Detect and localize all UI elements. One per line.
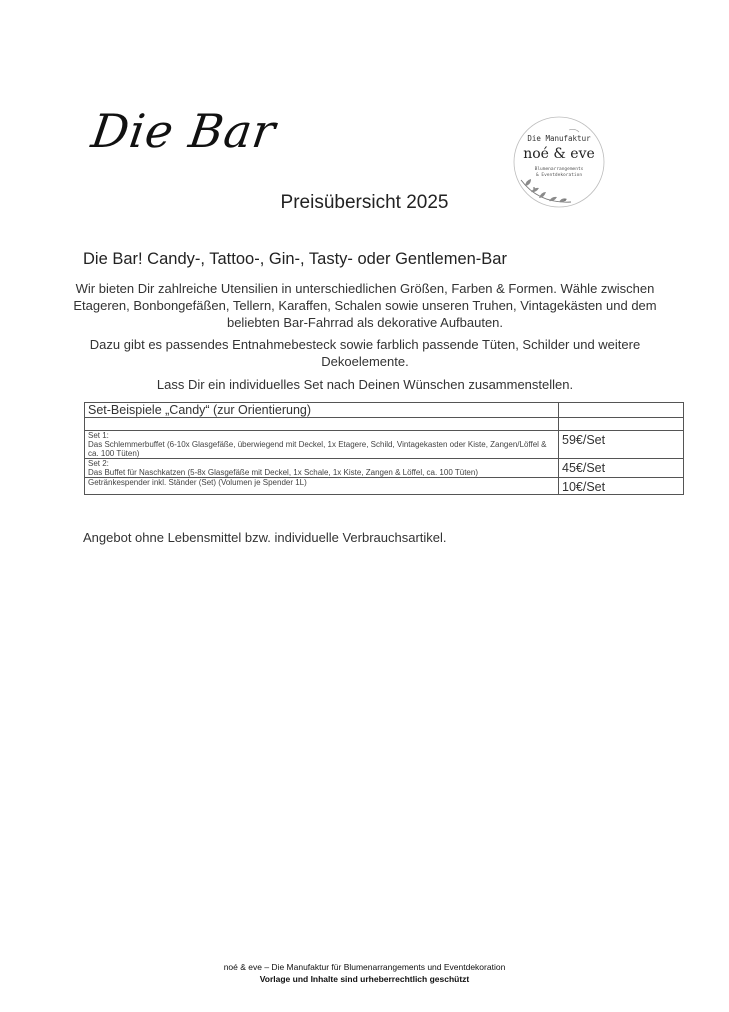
table-spacer-row xyxy=(85,418,684,431)
table-row xyxy=(85,459,684,478)
set-detail: Das Schlemmerbuffet (6-10x Glasgefäße, überwiegend mit Deckel, 1x Etagere, Schild, Vintagekasten oder Kiste, Zangen/Löffel & ca. 100 Tüten) xyxy=(88,440,547,458)
set-price: 59€/Set xyxy=(559,431,684,459)
footer-copyright-line: Vorlage und Inhalte sind urheberrechtlich geschützt xyxy=(259,974,470,984)
logo-line-3: Blumenarrangements xyxy=(534,167,584,172)
spacer-cell xyxy=(85,418,559,431)
table-row xyxy=(85,431,684,459)
page-subtitle: Preisübersicht 2025 xyxy=(280,192,449,213)
set-price: 45€/Set xyxy=(559,459,684,478)
set-label: Set 2: xyxy=(88,459,109,468)
table-header-empty-cell xyxy=(559,403,684,418)
price-table xyxy=(84,402,684,495)
logo-line-4: & Eventdekoration xyxy=(535,173,583,178)
logo-line-1: Die Manufaktur xyxy=(527,134,591,143)
table-header-cell: Set-Beispiele „Candy“ (zur Orientierung) xyxy=(85,403,559,418)
set-description xyxy=(85,431,559,459)
set-label: Set 1: xyxy=(88,431,109,440)
set-detail: Das Buffet für Naschkatzen (5-8x Glasgefäße mit Deckel, 1x Schale, 1x Kiste, Zangen & Löffel, ca. 100 Tüten) xyxy=(88,468,478,477)
table-row xyxy=(85,478,684,495)
set-description xyxy=(85,459,559,478)
set-price: 10€/Set xyxy=(559,478,684,495)
set-description xyxy=(85,478,559,495)
disclaimer-note: Angebot ohne Lebensmittel bzw. individuelle Verbrauchsartikel. xyxy=(83,530,447,545)
intro-paragraph: Wir bieten Dir zahlreiche Utensilien in unterschiedlichen Größen, Farben & Formen. Wähle zwischen Etageren, Bonbongefäßen, Tellern, Karaffen, Schalen sowie unseren Truhen, Vintagekästen und dem beliebten Bar-Fahrrad als dekorative Aufbauten. xyxy=(73,281,657,330)
footer-company-line: noé & eve – Die Manufaktur für Blumenarrangements und Eventdekoration xyxy=(223,962,506,972)
footer xyxy=(0,961,729,985)
spacer-cell xyxy=(559,418,684,431)
logo-brand-name: noé & eve xyxy=(523,146,595,162)
script-title: Die Bar xyxy=(88,104,280,158)
accessories-paragraph: Dazu gibt es passendes Entnahmebesteck sowie farblich passende Tüten, Schilder und weitere Dekoelemente. xyxy=(89,337,641,369)
section-heading: Die Bar! Candy-, Tattoo-, Gin-, Tasty- oder Gentlemen-Bar xyxy=(83,250,507,268)
custom-set-paragraph: Lass Dir ein individuelles Set nach Deinen Wünschen zusammenstellen. xyxy=(156,377,574,392)
table-header-row xyxy=(85,403,684,418)
set-detail: Getränkespender inkl. Ständer (Set) (Volumen je Spender 1L) xyxy=(88,478,307,487)
